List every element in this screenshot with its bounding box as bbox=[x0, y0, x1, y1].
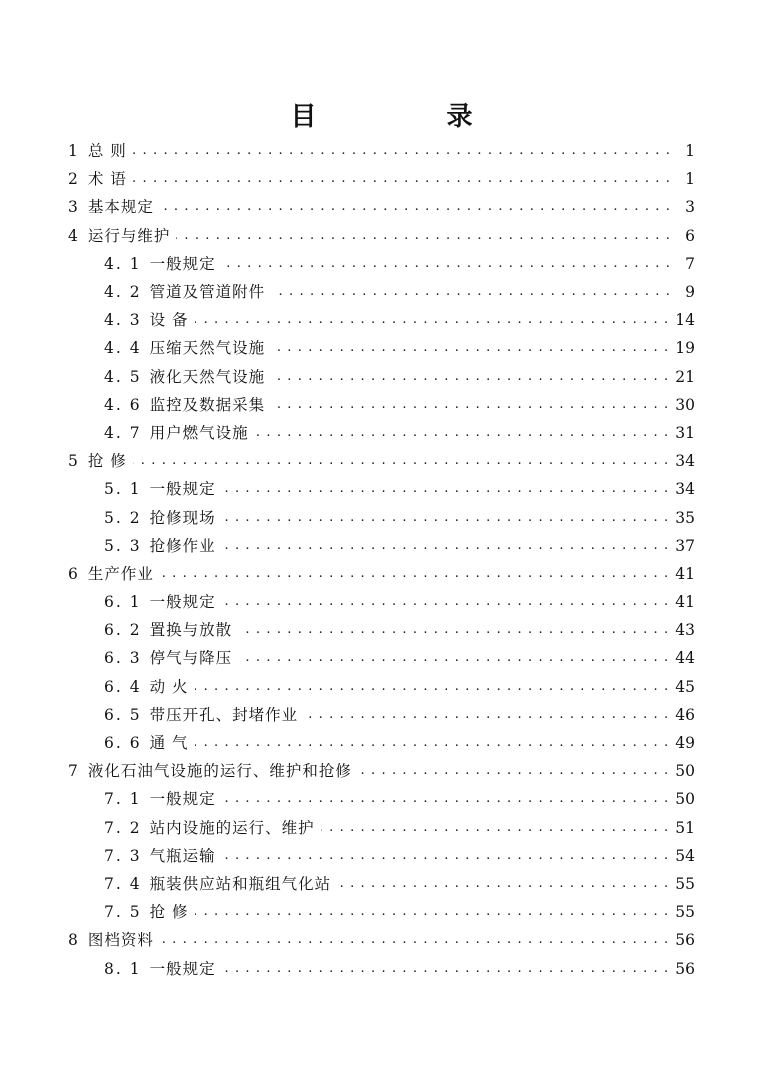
dot-leader bbox=[176, 222, 671, 250]
toc-entry-number: 6. 2 bbox=[104, 621, 142, 640]
toc-entry-page: 41 bbox=[675, 564, 695, 583]
dot-leader bbox=[160, 193, 671, 221]
toc-entry-number: 7. 3 bbox=[104, 846, 142, 865]
toc-entry-page: 34 bbox=[675, 452, 695, 471]
dot-leader bbox=[160, 926, 669, 954]
toc-entry-page: 35 bbox=[675, 508, 695, 527]
toc-entry-label: 抢 修 bbox=[87, 452, 127, 471]
toc-entry-page: 1 bbox=[685, 142, 695, 161]
toc-entry-page: 3 bbox=[685, 198, 695, 217]
dot-leader bbox=[358, 757, 669, 785]
toc-entry[interactable] bbox=[68, 447, 695, 475]
toc-entry-number: 4 bbox=[68, 226, 80, 245]
toc-entry[interactable] bbox=[68, 419, 695, 447]
toc-entry-number: 4. 2 bbox=[104, 283, 142, 302]
toc-entry-number: 6. 3 bbox=[104, 649, 142, 668]
toc-entry-number: 5. 1 bbox=[104, 480, 142, 499]
toc-entry-label: 一般规定 bbox=[149, 254, 216, 273]
toc-entry-number: 7. 4 bbox=[104, 874, 142, 893]
toc-entry-page: 56 bbox=[675, 931, 695, 950]
toc-entry-number: 4. 6 bbox=[104, 395, 142, 414]
toc-entry-page: 19 bbox=[675, 339, 695, 358]
toc-entry-label: 通 气 bbox=[149, 734, 189, 753]
dot-leader bbox=[271, 334, 669, 362]
toc-entry[interactable] bbox=[68, 503, 695, 531]
dot-leader bbox=[271, 363, 669, 391]
toc-entry-page: 49 bbox=[675, 734, 695, 753]
toc-entry-number: 7. 5 bbox=[104, 903, 142, 922]
dot-leader bbox=[271, 391, 669, 419]
dot-leader bbox=[304, 701, 669, 729]
toc-entry[interactable] bbox=[68, 137, 695, 165]
toc-entry-page: 55 bbox=[675, 874, 695, 893]
toc-entry[interactable] bbox=[68, 391, 695, 419]
dot-leader bbox=[222, 785, 670, 813]
toc-entry[interactable] bbox=[68, 898, 695, 926]
toc-list bbox=[68, 137, 695, 983]
toc-entry-page: 54 bbox=[675, 846, 695, 865]
toc-entry-page: 6 bbox=[685, 226, 695, 245]
page-title: 目 录 bbox=[290, 102, 525, 132]
toc-entry-label: 停气与降压 bbox=[149, 649, 233, 668]
dot-leader bbox=[195, 306, 670, 334]
toc-entry[interactable] bbox=[68, 757, 695, 785]
toc-entry[interactable] bbox=[68, 250, 695, 278]
toc-entry[interactable] bbox=[68, 814, 695, 842]
toc-entry[interactable] bbox=[68, 701, 695, 729]
toc-entry-label: 液化石油气设施的运行、维护和抢修 bbox=[87, 762, 352, 781]
toc-entry-number: 4. 3 bbox=[104, 311, 142, 330]
dot-leader bbox=[133, 165, 671, 193]
toc-entry-page: 55 bbox=[675, 903, 695, 922]
toc-entry-page: 37 bbox=[675, 536, 695, 555]
dot-leader bbox=[321, 814, 670, 842]
dot-leader bbox=[133, 137, 671, 165]
toc-entry-number: 4. 1 bbox=[104, 254, 142, 273]
toc-entry-label: 带压开孔、封堵作业 bbox=[149, 705, 299, 724]
toc-entry[interactable] bbox=[68, 363, 695, 391]
toc-entry-number: 6. 5 bbox=[104, 705, 142, 724]
toc-entry-page: 45 bbox=[675, 677, 695, 696]
toc-entry[interactable] bbox=[68, 222, 695, 250]
toc-entry-number: 1 bbox=[68, 142, 80, 161]
toc-entry-number: 5 bbox=[68, 452, 80, 471]
toc-entry-number: 6. 1 bbox=[104, 593, 142, 612]
toc-entry-label: 压缩天然气设施 bbox=[149, 339, 266, 358]
toc-entry-number: 7. 2 bbox=[104, 818, 142, 837]
toc-entry-number: 6. 4 bbox=[104, 677, 142, 696]
toc-entry-label: 生产作业 bbox=[87, 564, 154, 583]
toc-entry-label: 用户燃气设施 bbox=[149, 423, 249, 442]
toc-entry-number: 4. 4 bbox=[104, 339, 142, 358]
toc-entry-number: 6 bbox=[68, 564, 80, 583]
toc-entry-number: 8 bbox=[68, 931, 80, 950]
toc-entry-page: 34 bbox=[675, 480, 695, 499]
toc-entry-label: 动 火 bbox=[149, 677, 189, 696]
toc-entry[interactable] bbox=[68, 954, 695, 982]
dot-leader bbox=[222, 475, 670, 503]
toc-entry-page: 51 bbox=[675, 818, 695, 837]
toc-entry-label: 基本规定 bbox=[87, 198, 154, 217]
toc-entry-page: 30 bbox=[675, 395, 695, 414]
toc-entry[interactable] bbox=[68, 560, 695, 588]
toc-entry-page: 50 bbox=[675, 790, 695, 809]
toc-entry-page: 41 bbox=[675, 593, 695, 612]
toc-entry-number: 3 bbox=[68, 198, 80, 217]
dot-leader bbox=[271, 278, 671, 306]
toc-entry-label: 总 则 bbox=[87, 142, 127, 161]
toc-entry-label: 一般规定 bbox=[149, 480, 216, 499]
toc-entry-page: 9 bbox=[685, 283, 695, 302]
toc-entry[interactable] bbox=[68, 616, 695, 644]
dot-leader bbox=[222, 955, 670, 983]
toc-entry[interactable] bbox=[68, 532, 695, 560]
dot-leader bbox=[133, 447, 669, 475]
toc-entry-number: 5. 3 bbox=[104, 536, 142, 555]
toc-entry-label: 抢修作业 bbox=[149, 536, 216, 555]
toc-entry[interactable] bbox=[68, 165, 695, 193]
toc-entry[interactable] bbox=[68, 334, 695, 362]
dot-leader bbox=[255, 419, 670, 447]
toc-entry[interactable] bbox=[68, 729, 695, 757]
toc-entry-label: 置换与放散 bbox=[149, 621, 233, 640]
dot-leader bbox=[222, 250, 671, 278]
toc-entry-label: 监控及数据采集 bbox=[149, 395, 266, 414]
toc-entry-label: 气瓶运输 bbox=[149, 846, 216, 865]
toc-entry-number: 4. 5 bbox=[104, 367, 142, 386]
toc-entry-page: 50 bbox=[675, 762, 695, 781]
dot-leader bbox=[195, 673, 670, 701]
toc-entry[interactable] bbox=[68, 306, 695, 334]
dot-leader bbox=[160, 560, 669, 588]
toc-entry-label: 运行与维护 bbox=[87, 226, 171, 245]
toc-entry-label: 一般规定 bbox=[149, 790, 216, 809]
dot-leader bbox=[222, 842, 670, 870]
toc-entry-page: 1 bbox=[685, 170, 695, 189]
toc-entry-label: 液化天然气设施 bbox=[149, 367, 266, 386]
toc-entry-number: 8. 1 bbox=[104, 959, 142, 978]
toc-entry-number: 4. 7 bbox=[104, 423, 142, 442]
toc-entry[interactable] bbox=[68, 842, 695, 870]
toc-entry[interactable] bbox=[68, 193, 695, 221]
dot-leader bbox=[238, 616, 669, 644]
dot-leader bbox=[222, 588, 670, 616]
dot-leader bbox=[238, 644, 669, 672]
dot-leader bbox=[337, 870, 669, 898]
toc-entry-page: 21 bbox=[675, 367, 695, 386]
toc-entry[interactable] bbox=[68, 673, 695, 701]
toc-entry-number: 5. 2 bbox=[104, 508, 142, 527]
dot-leader bbox=[195, 729, 670, 757]
dot-leader bbox=[222, 504, 670, 532]
toc-entry[interactable] bbox=[68, 278, 695, 306]
toc-entry-page: 46 bbox=[675, 705, 695, 724]
toc-entry-number: 7. 1 bbox=[104, 790, 142, 809]
toc-entry-number: 6. 6 bbox=[104, 734, 142, 753]
toc-entry-page: 44 bbox=[675, 649, 695, 668]
toc-entry-label: 一般规定 bbox=[149, 959, 216, 978]
toc-entry-label: 站内设施的运行、维护 bbox=[149, 818, 315, 837]
toc-entry[interactable] bbox=[68, 588, 695, 616]
toc-entry-page: 7 bbox=[685, 254, 695, 273]
toc-entry[interactable] bbox=[68, 926, 695, 954]
toc-entry-label: 管道及管道附件 bbox=[149, 283, 266, 302]
toc-entry-label: 瓶装供应站和瓶组气化站 bbox=[149, 874, 332, 893]
dot-leader bbox=[222, 532, 670, 560]
toc-entry-number: 2 bbox=[68, 170, 80, 189]
toc-entry[interactable] bbox=[68, 475, 695, 503]
toc-entry-page: 14 bbox=[675, 311, 695, 330]
toc-entry-label: 抢 修 bbox=[149, 903, 189, 922]
toc-entry[interactable] bbox=[68, 785, 695, 813]
dot-leader bbox=[195, 898, 670, 926]
toc-entry[interactable] bbox=[68, 870, 695, 898]
toc-entry-number: 7 bbox=[68, 762, 80, 781]
toc-entry-label: 抢修现场 bbox=[149, 508, 216, 527]
toc-entry-page: 31 bbox=[675, 423, 695, 442]
toc-entry-page: 56 bbox=[675, 959, 695, 978]
toc-entry-label: 图档资料 bbox=[87, 931, 154, 950]
toc-entry-label: 一般规定 bbox=[149, 593, 216, 612]
toc-entry-label: 术 语 bbox=[87, 170, 127, 189]
toc-entry-page: 43 bbox=[675, 621, 695, 640]
toc-entry-label: 设 备 bbox=[149, 311, 189, 330]
toc-entry[interactable] bbox=[68, 644, 695, 672]
